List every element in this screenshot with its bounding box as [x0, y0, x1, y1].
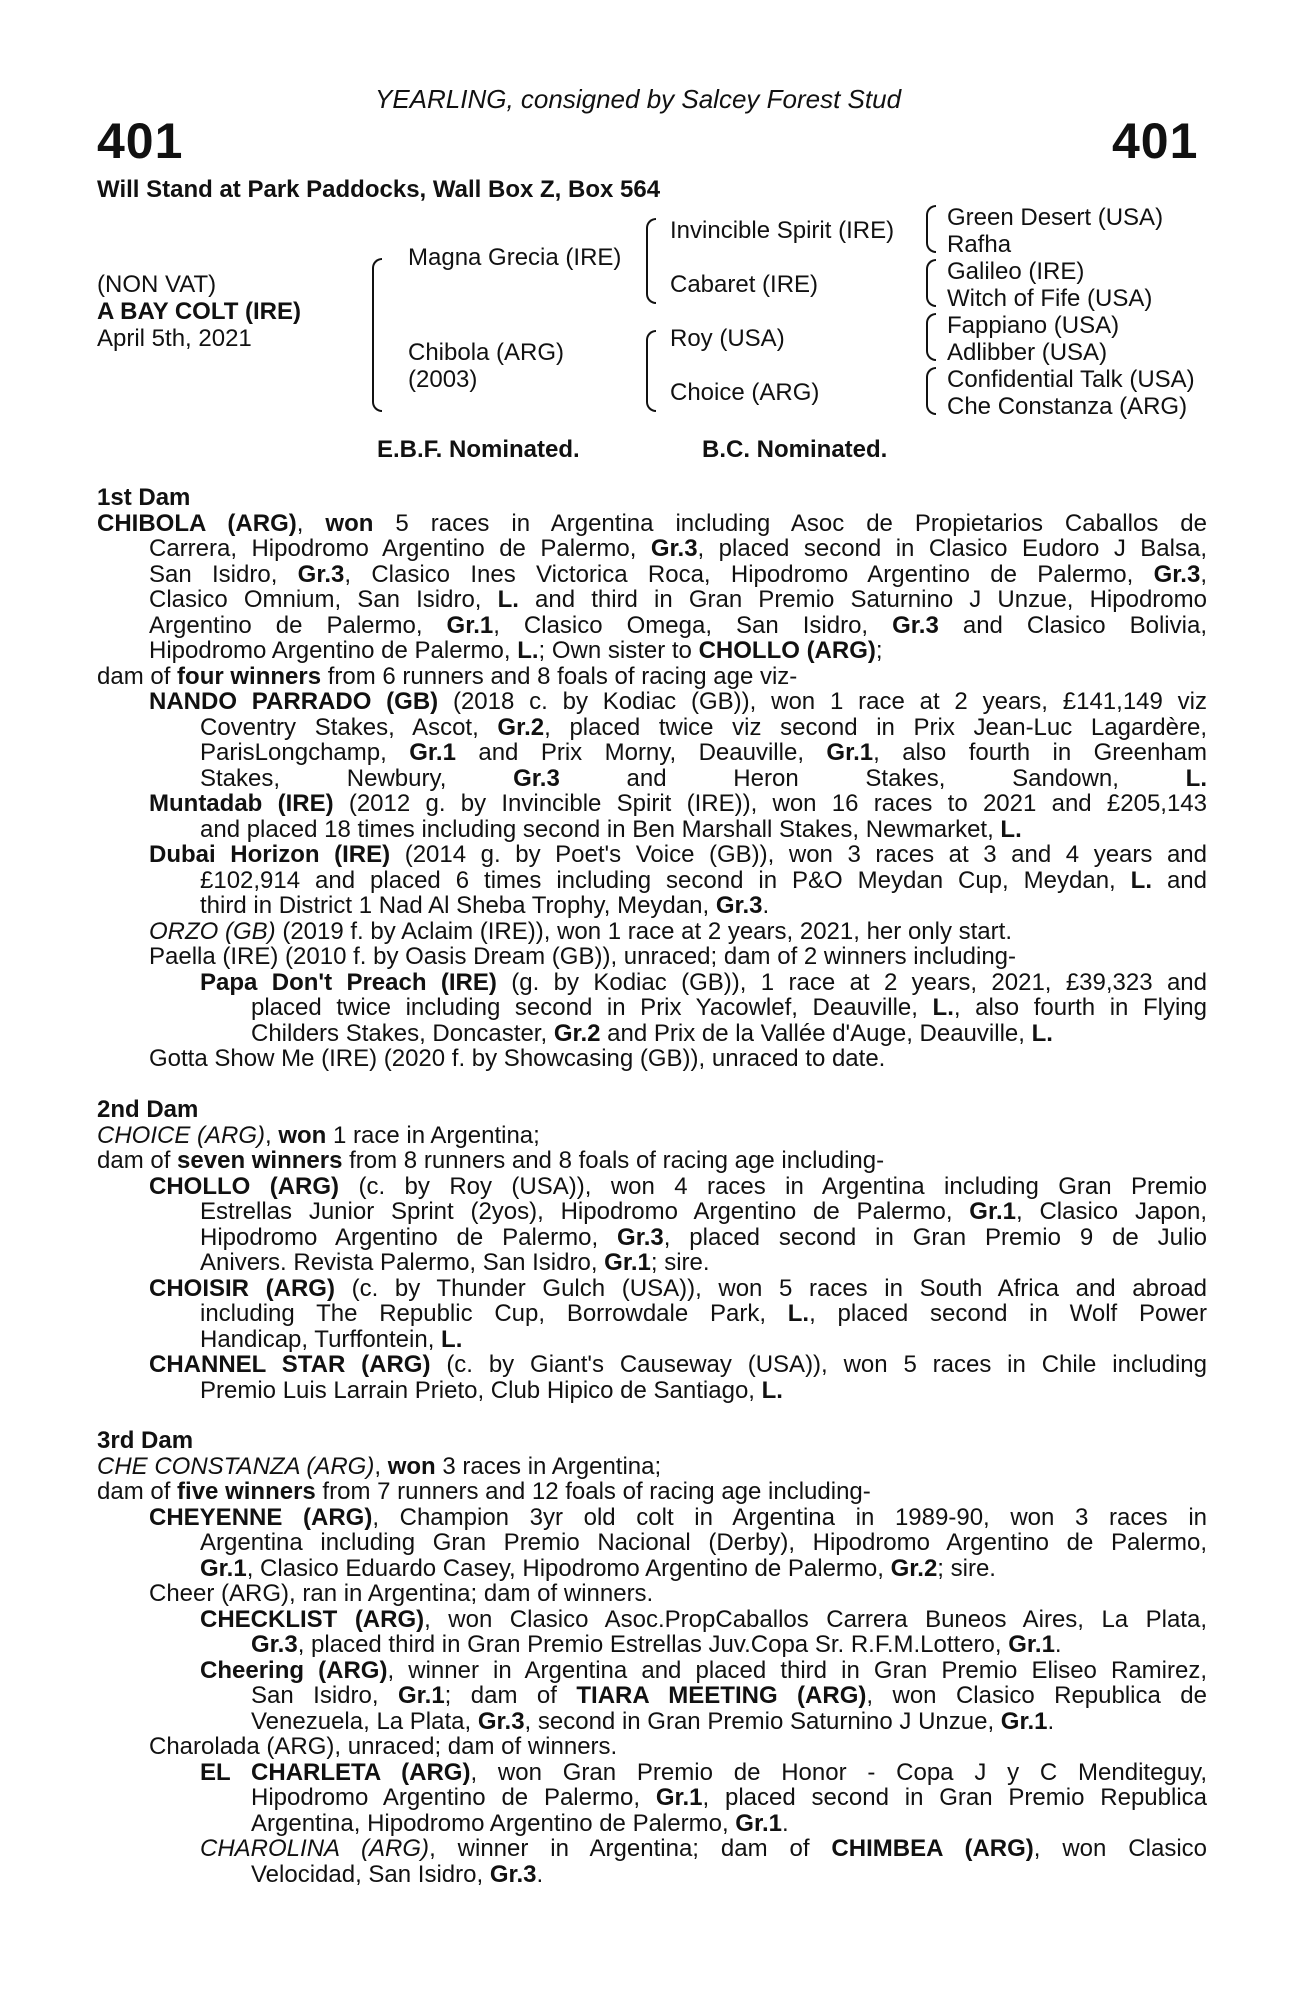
text-line: Gotta Show Me (IRE) (2020 f. by Showcasing (GB)), unraced to date.	[149, 1045, 886, 1072]
second-dam-section	[97, 1097, 1207, 1403]
consignment-line: YEARLING, consigned by Salcey Forest Stud	[375, 84, 902, 114]
pedigree-brace-sd	[926, 259, 936, 307]
pedigree-brace-ss	[926, 205, 936, 253]
text-line: dam of five winners from 7 runners and 12 foals of racing age including-	[97, 1478, 871, 1505]
bc-nomination: B.C. Nominated.	[702, 436, 888, 463]
text-line: and placed 18 times including second in Ben Marshall Stakes, Newmarket, L.	[200, 815, 1022, 843]
third-dam-heading: 3rd Dam	[97, 1427, 194, 1454]
text-line: CHOICE (ARG), won 1 race in Argentina;	[97, 1121, 540, 1149]
text-line: CHOISIR (ARG) (c. by Thunder Gulch (USA)), won 5 races in South Africa and abroad	[149, 1274, 1207, 1302]
pedigree-sire: Magna Grecia (IRE)	[408, 244, 622, 271]
text-line: CHECKLIST (ARG), won Clasico Asoc.PropCaballos Carrera Buneos Aires, La Plata,	[200, 1605, 1207, 1633]
text-line: Anivers. Revista Palermo, San Isidro, Gr.1; sire.	[200, 1249, 710, 1276]
pedigree-sss: Green Desert (USA)	[947, 204, 1164, 231]
text-line: Paella (IRE) (2010 f. by Oasis Dream (GB)), unraced; dam of 2 winners including-	[149, 943, 1017, 970]
foaling-date: April 5th, 2021	[97, 325, 252, 352]
text-line: Premio Luis Larrain Prieto, Club Hipico de Santiago, L.	[200, 1376, 783, 1404]
lot-number-left: 401	[97, 113, 184, 169]
text-line: CHEYENNE (ARG), Champion 3yr old colt in Argentina in 1989-90, won 3 races in	[149, 1503, 1207, 1531]
text-line: Velocidad, San Isidro, Gr.3.	[251, 1860, 544, 1888]
pedigree-dam: Chibola (ARG)	[408, 339, 565, 366]
lot-number-right: 401	[1112, 113, 1199, 169]
pedigree-dds: Confidential Talk (USA)	[947, 366, 1195, 393]
pedigree-sire-dam: Cabaret (IRE)	[670, 271, 819, 298]
horse-name: A BAY COLT (IRE)	[97, 298, 302, 325]
text-line: CHANNEL STAR (ARG) (c. by Giant's Causeway (USA)), won 5 races in Chile including	[149, 1351, 1207, 1378]
text-line: dam of four winners from 6 runners and 8 foals of racing age viz-	[97, 662, 798, 690]
text-line: Stakes, Newbury, Gr.3 and Heron Stakes, Sandown, L.	[200, 764, 1207, 792]
text-line: San Isidro, Gr.1; dam of TIARA MEETING (ARG), won Clasico Republica de	[251, 1682, 1207, 1709]
text-line: NANDO PARRADO (GB) (2018 c. by Kodiac (GB)), won 1 race at 2 years, £141,149 viz	[149, 688, 1207, 715]
text-line: San Isidro, Gr.3, Clasico Ines Victorica Roca, Hipodromo Argentino de Palermo, Gr.3,	[149, 560, 1207, 588]
stand-location: Will Stand at Park Paddocks, Wall Box Z, Box 564	[97, 176, 661, 203]
pedigree-ddd: Che Constanza (ARG)	[947, 393, 1188, 420]
text-line: placed twice including second in Prix Yacowlef, Deauville, L., also fourth in Flying	[251, 994, 1208, 1021]
text-line: Charolada (ARG), unraced; dam of winners.	[149, 1733, 618, 1760]
text-line: £102,914 and placed 6 times including second in P&O Meydan Cup, Meydan, L. and	[200, 866, 1208, 894]
text-line: dam of seven winners from 8 runners and 8 foals of racing age including-	[97, 1147, 885, 1174]
text-line: Hipodromo Argentino de Palermo, Gr.1, placed second in Gran Premio Republica	[251, 1784, 1208, 1811]
text-line: Carrera, Hipodromo Argentino de Palermo, Gr.3, placed second in Clasico Eudoro J Balsa,	[149, 535, 1208, 562]
pedigree-sds: Galileo (IRE)	[947, 258, 1085, 285]
pedigree-dam-dam: Choice (ARG)	[670, 379, 820, 406]
first-dam-heading: 1st Dam	[97, 484, 191, 511]
text-line: Gr.3, placed third in Gran Premio Estrellas Juv.Copa Sr. R.F.M.Lottero, Gr.1.	[251, 1631, 1062, 1658]
text-line: Cheering (ARG), winner in Argentina and placed third in Gran Premio Eliseo Ramirez,	[200, 1656, 1208, 1684]
vat-status: (NON VAT)	[97, 271, 217, 298]
text-line: third in District 1 Nad Al Sheba Trophy, Meydan, Gr.3.	[200, 892, 770, 919]
pedigree-sire-sire: Invincible Spirit (IRE)	[670, 217, 895, 244]
text-line: Muntadab (IRE) (2012 g. by Invincible Spirit (IRE)), won 16 races to 2021 and £205,143	[149, 790, 1208, 817]
text-line: Clasico Omnium, San Isidro, L. and third in Gran Premio Saturnino J Unzue, Hipodromo	[149, 586, 1207, 613]
text-line: Argentino de Palermo, Gr.1, Clasico Omega, San Isidro, Gr.3 and Clasico Bolivia,	[149, 611, 1207, 639]
pedigree-brace-dam	[646, 330, 656, 412]
pedigree-brace-gen1	[372, 258, 382, 412]
text-line: Papa Don't Preach (IRE) (g. by Kodiac (GB)), 1 race at 2 years, 2021, £39,323 and	[200, 968, 1207, 996]
text-line: Venezuela, La Plata, Gr.3, second in Gran Premio Saturnino J Unzue, Gr.1.	[251, 1707, 1055, 1735]
text-line: Cheer (ARG), ran in Argentina; dam of winners.	[149, 1580, 654, 1607]
pedigree-brace-dd	[926, 367, 936, 415]
pedigree-brace-sire	[646, 218, 656, 304]
pedigree-brace-ds	[926, 313, 936, 361]
pedigree-dam-sire: Roy (USA)	[670, 325, 785, 352]
text-line: Coventry Stakes, Ascot, Gr.2, placed twice viz second in Prix Jean-Luc Lagardère,	[200, 713, 1207, 741]
text-line: including The Republic Cup, Borrowdale Park, L., placed second in Wolf Power	[200, 1300, 1207, 1327]
text-line: Argentina including Gran Premio Nacional (Derby), Hipodromo Argentino de Palermo,	[200, 1529, 1207, 1556]
text-line: EL CHARLETA (ARG), won Gran Premio de Honor - Copa J y C Menditeguy,	[200, 1758, 1208, 1786]
text-line: Argentina, Hipodromo Argentino de Palermo, Gr.1.	[251, 1809, 789, 1837]
pedigree-sdd: Witch of Fife (USA)	[947, 285, 1153, 312]
pedigree-dsd: Adlibber (USA)	[947, 339, 1108, 366]
text-line: Hipodromo Argentino de Palermo, Gr.3, placed second in Gran Premio 9 de Julio	[200, 1223, 1207, 1251]
text-line: CHIBOLA (ARG), won 5 races in Argentina including Asoc de Propietarios Caballos de	[97, 509, 1207, 537]
text-line: ORZO (GB) (2019 f. by Aclaim (IRE)), won 1 race at 2 years, 2021, her only start.	[149, 917, 1012, 945]
pedigree-ssd: Rafha	[947, 231, 1012, 258]
text-line: CHE CONSTANZA (ARG), won 3 races in Argentina;	[97, 1452, 662, 1480]
text-line: Estrellas Junior Sprint (2yos), Hipodromo Argentino de Palermo, Gr.1, Clasico Japon,	[200, 1198, 1207, 1225]
text-line: Dubai Horizon (IRE) (2014 g. by Poet's Voice (GB)), won 3 races at 3 and 4 years and	[149, 841, 1208, 868]
second-dam-lines	[97, 1123, 1207, 1404]
text-line: Hipodromo Argentino de Palermo, L.; Own sister to CHOLLO (ARG);	[149, 637, 883, 664]
pedigree-dam-year: (2003)	[408, 366, 478, 393]
text-line: ParisLongchamp, Gr.1 and Prix Morny, Deauville, Gr.1, also fourth in Greenham	[200, 739, 1207, 766]
third-dam-section	[97, 1428, 1207, 1887]
second-dam-heading: 2nd Dam	[97, 1096, 199, 1123]
first-dam-lines	[97, 511, 1207, 1072]
text-line: Gr.1, Clasico Eduardo Casey, Hipodromo Argentino de Palermo, Gr.2; sire.	[200, 1554, 996, 1582]
text-line: CHAROLINA (ARG), winner in Argentina; dam of CHIMBEA (ARG), won Clasico	[200, 1835, 1207, 1862]
pedigree-dss: Fappiano (USA)	[947, 312, 1120, 339]
first-dam-section	[97, 485, 1207, 1072]
text-line: Handicap, Turffontein, L.	[200, 1325, 463, 1353]
ebf-nomination: E.B.F. Nominated.	[377, 436, 580, 463]
text-line: CHOLLO (ARG) (c. by Roy (USA)), won 4 races in Argentina including Gran Premio	[149, 1172, 1207, 1200]
third-dam-lines	[97, 1454, 1207, 1888]
text-line: Childers Stakes, Doncaster, Gr.2 and Prix de la Vallée d'Auge, Deauville, L.	[251, 1019, 1053, 1047]
